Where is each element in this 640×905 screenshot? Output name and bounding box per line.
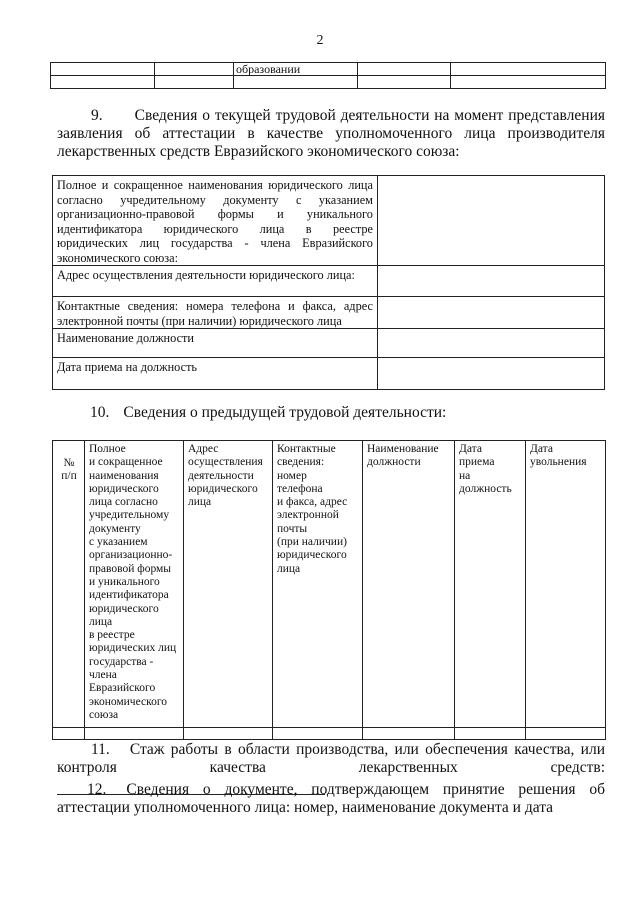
table-cell: образовании [234, 63, 358, 76]
table-cell[interactable] [363, 728, 455, 740]
section-12-text: Сведения о документе, подтверждающем принятие решения об аттестации уполномоченного лица: номер, наименование документа и дата [57, 781, 605, 816]
table-row [53, 176, 605, 266]
table-cell [51, 63, 155, 76]
table-cell [358, 76, 451, 89]
table-row [53, 358, 605, 390]
table-cell [155, 76, 234, 89]
table-row [51, 76, 606, 89]
section-11-number: 11. [91, 741, 110, 758]
section-12-paragraph [57, 781, 605, 817]
col-contacts-header: Контактные сведения: номер телефона и факса, адрес электронной почты (при наличии) юридического лица [273, 441, 363, 728]
current-employment-table [52, 175, 605, 390]
hire-date-label: Дата приема на должность [53, 358, 378, 390]
table-cell[interactable] [526, 728, 606, 740]
col-hire-date-header: Дата приема на должность [455, 441, 526, 728]
table-cell [155, 63, 234, 76]
table-cell[interactable] [53, 728, 85, 740]
section-9-number: 9. [91, 107, 103, 124]
table-cell[interactable] [85, 728, 184, 740]
legal-entity-name-value[interactable] [377, 176, 604, 266]
position-value[interactable] [377, 329, 604, 358]
contact-info-label: Контактные сведения: номера телефона и факса, адрес электронной почты (при наличии) юридического лица [53, 297, 378, 329]
contact-info-value[interactable] [377, 297, 604, 329]
table-cell [451, 76, 606, 89]
section-10-heading [90, 404, 446, 422]
table-cell[interactable] [273, 728, 363, 740]
activity-address-label: Адрес осуществления деятельности юридического лица: [53, 266, 378, 297]
table-cell[interactable] [184, 728, 273, 740]
table-cell [234, 76, 358, 89]
col-number-header: № п/п [53, 441, 85, 728]
table-cell[interactable] [455, 728, 526, 740]
section-10-text: Сведения о предыдущей трудовой деятельности: [123, 404, 447, 421]
position-label: Наименование должности [53, 329, 378, 358]
col-position-header: Наименование должности [363, 441, 455, 728]
table-row [53, 728, 606, 740]
section-9-text: Сведения о текущей трудовой деятельности на момент представления заявления об аттестации в качестве уполномоченного лица производителя лекарственных средств Евразийского экономического союза: [57, 107, 605, 160]
table-row [53, 297, 605, 329]
table-cell [358, 63, 451, 76]
col-dismissal-date-header: Дата увольнения [526, 441, 606, 728]
section-10-number: 10. [90, 404, 110, 421]
section-11-text: Стаж работы в области производства, или обеспечения качества, или контроля качества лекарственных средств: [57, 741, 605, 776]
table-row [51, 63, 606, 76]
page-number: 2 [316, 33, 324, 48]
legal-entity-name-label: Полное и сокращенное наименования юридического лица согласно учредительному документу с указанием организационно-правовой формы и уникального идентификатора юридического лица в реестре юридических лиц государства - члена Евразийского экономического союза: [53, 176, 378, 266]
previous-employment-table [52, 440, 606, 740]
hire-date-value[interactable] [377, 358, 604, 390]
table-row [53, 329, 605, 358]
table-cell [51, 76, 155, 89]
table-row [53, 266, 605, 297]
section-9-paragraph [57, 107, 605, 161]
col-address-header: Адрес осуществления деятельности юридического лица [184, 441, 273, 728]
previous-table-fragment [50, 62, 606, 89]
table-cell [451, 63, 606, 76]
col-legal-entity-header: Полное и сокращенное наименования юридического лица согласно учредительному документу с указанием организационно- правовой формы и уникального идентификатора юридического лица в реестре юридических лиц государства - члена Евразийского экономического союза [85, 441, 184, 728]
activity-address-value[interactable] [377, 266, 604, 297]
section-12-number: 12. [87, 781, 107, 798]
table-header-row [53, 441, 606, 728]
